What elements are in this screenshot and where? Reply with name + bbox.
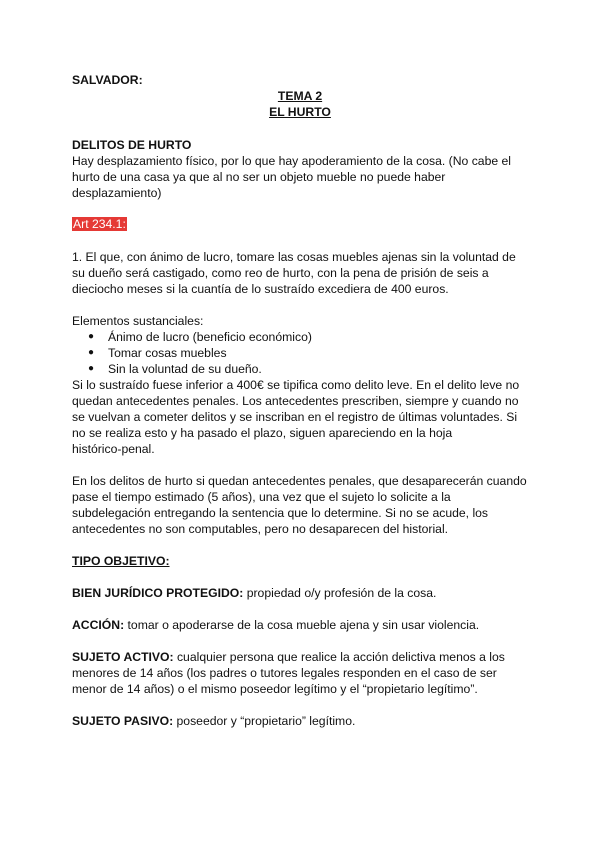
bien-juridico-text: propiedad o/y profesión de la cosa. <box>243 586 437 600</box>
article-line: 1. El que, con ánimo de lucro, tomare las cosas muebles ajenas sin la voluntad de <box>72 250 516 264</box>
bien-juridico-row <box>72 585 532 601</box>
para1-line: Si lo sustraído fuese inferior a 400€ se tipifica como delito leve. En el delito leve no <box>72 378 520 392</box>
sujeto-activo-line: menores de 14 años (los padres o tutores legales responden en el caso de ser <box>72 666 497 680</box>
sujeto-pasivo-label: SUJETO PASIVO: <box>72 714 174 728</box>
sujeto-activo-row <box>72 649 532 665</box>
para2-line: pase el tiempo estimado (5 años), una vez que el sujeto lo solicite a la <box>72 490 451 504</box>
page-title: EL HURTO <box>269 105 331 119</box>
bullet-icon: ● <box>88 347 95 358</box>
sujeto-pasivo-row <box>72 713 532 729</box>
accion-label: ACCIÓN: <box>72 618 125 632</box>
para2-line: antecedentes no son computables, pero no desaparecen del historial. <box>72 522 449 536</box>
para1-line: histórico-penal. <box>72 442 155 456</box>
sujeto-activo-text: cualquier persona que realice la acción delictiva menos a los <box>173 650 505 664</box>
bien-juridico-label: BIEN JURÍDICO PROTEGIDO: <box>72 586 244 600</box>
para1-line: no se realiza esto y ha pasado el plazo, siguen apareciendo en la hoja <box>72 426 453 440</box>
section1-line: desplazamiento) <box>72 186 162 200</box>
section-heading-delitos: DELITOS DE HURTO <box>72 138 192 152</box>
section1-line: Hay desplazamiento físico, por lo que hay apoderamiento de la cosa. (No cabe el <box>72 154 512 168</box>
article-label-row <box>72 216 532 232</box>
list-item: Sin la voluntad de su dueño. <box>108 362 262 376</box>
sujeto-pasivo-text: poseedor y “propietario” legítimo. <box>173 714 356 728</box>
section1-line: hurto de una casa ya que al no ser un objeto mueble no puede haber <box>72 170 446 184</box>
bullet-icon: ● <box>88 331 95 342</box>
tema-heading: TEMA 2 <box>277 89 323 103</box>
para1-line: quedan antecedentes penales. Los antecedentes prescriben, siempre y cuando no <box>72 394 519 408</box>
sujeto-activo-line: menor de 14 años) o el mismo poseedor legítimo y el “propietario legítimo”. <box>72 682 478 696</box>
para1-line: se vuelvan a cometer delitos y se inscriban en el registro de últimas voluntades. Si <box>72 410 518 424</box>
accion-text: tomar o apoderarse de la cosa mueble ajena y sin usar violencia. <box>124 618 480 632</box>
sujeto-activo-label: SUJETO ACTIVO: <box>72 650 174 664</box>
list-item: Tomar cosas muebles <box>108 346 227 360</box>
para2-line: En los delitos de hurto si quedan antecedentes penales, que desaparecerán cuando <box>72 474 527 488</box>
article-label: Art 234.1: <box>73 217 126 231</box>
elements-intro: Elementos sustanciales: <box>72 314 204 328</box>
list-item: Ánimo de lucro (beneficio económico) <box>108 330 312 344</box>
para2-line: subdelegación entregando la sentencia que lo determine. Si no se acude, los <box>72 506 489 520</box>
accion-row <box>72 617 532 633</box>
tipo-objetivo-heading: TIPO OBJETIVO: <box>72 554 170 568</box>
article-line: dieciocho meses si la cuantía de lo sustraído excediera de 400 euros. <box>72 282 449 296</box>
article-line: su dueño será castigado, como reo de hurto, con la pena de prisión de seis a <box>72 266 489 280</box>
author-label: SALVADOR: <box>72 73 143 87</box>
bullet-icon: ● <box>88 363 95 374</box>
